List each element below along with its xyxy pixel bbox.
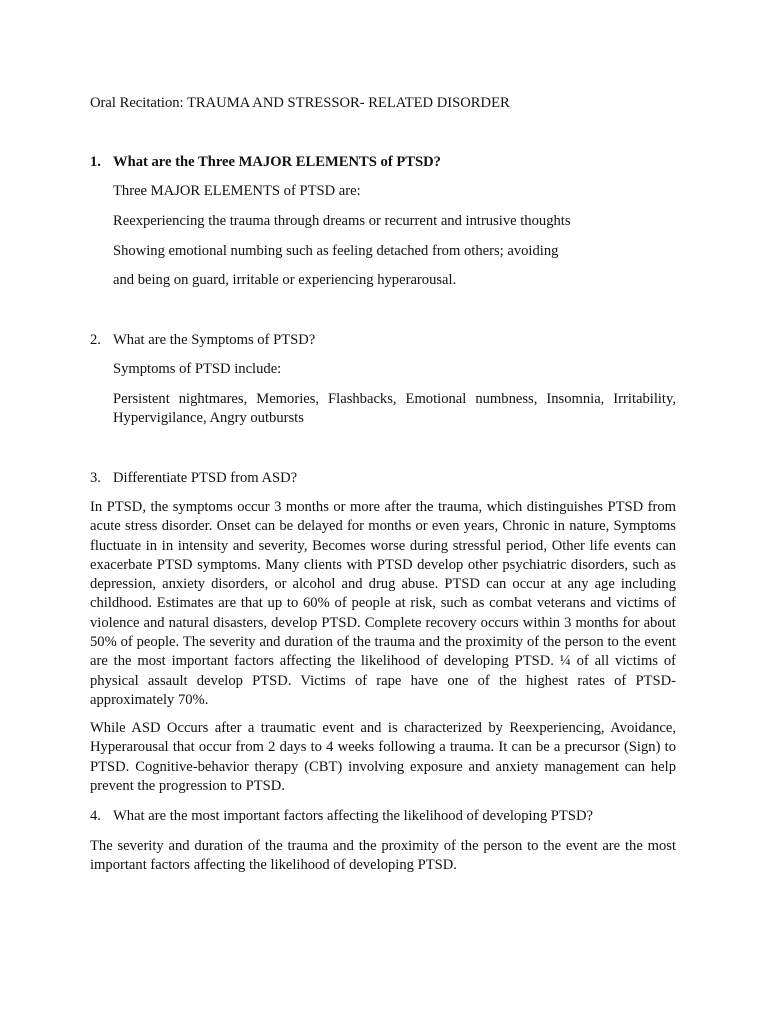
- q3-paragraph-asd: While ASD Occurs after a traumatic event and is characterized by Reexperiencing, Avoidance, Hyperarousal that occur from 2 days to 4 weeks following a trauma. It can be a precursor (Sign) to PTSD. Cognitive-behavior therapy (CBT) involving exposure and anxiety management can help prevent the progression to PTSD.: [90, 720, 676, 794]
- q3-number: 3.: [90, 470, 101, 486]
- q1-answer-line: Showing emotional numbing such as feeling detached from others; avoiding: [113, 243, 559, 259]
- q3-paragraph-ptsd: In PTSD, the symptoms occur 3 months or more after the trauma, which distinguishes PTSD from acute stress disorder. Onset can be delayed for months or even years, Chronic in nature, Symptoms fluctuate in in intensity and severity, Becomes worse during stressful period, Other life events can exacerbate PTSD symptoms. Many clients with PTSD develop other psychiatric disorders, such as depression, anxiety disorders, or alcohol and drug abuse. PTSD can occur at any age including childhood. Estimates are that up to 60% of people at risk, such as combat veterans and victims of violence and natural disasters, develop PTSD. Complete recovery occurs within 3 months for about 50% of people. The severity and duration of the trauma and the proximity of the person to the event are the most important factors affecting the likelihood of developing PTSD. ¼ of all victims of physical assault develop PTSD. Victims of rape have one of the highest rates of PTSD- approximately 70%.: [90, 499, 676, 708]
- q4-question: What are the most important factors affecting the likelihood of developing PTSD?: [113, 808, 593, 824]
- q2-number: 2.: [90, 332, 101, 348]
- document-title: Oral Recitation: TRAUMA AND STRESSOR- RELATED DISORDER: [90, 95, 510, 111]
- q1-answer-line: Three MAJOR ELEMENTS of PTSD are:: [113, 183, 361, 199]
- q2-answer: Persistent nightmares, Memories, Flashbacks, Emotional numbness, Insomnia, Irritability, Hypervigilance, Angry outbursts: [113, 391, 676, 427]
- q1-question: What are the Three MAJOR ELEMENTS of PTSD?: [113, 154, 441, 170]
- q1-answer-line: and being on guard, irritable or experiencing hyperarousal.: [113, 272, 457, 288]
- q1-answer-line: Reexperiencing the trauma through dreams or recurrent and intrusive thoughts: [113, 213, 571, 229]
- q4-answer: The severity and duration of the trauma and the proximity of the person to the event are the most important factors affecting the likelihood of developing PTSD.: [90, 838, 676, 874]
- q1-number: 1.: [90, 154, 101, 170]
- q2-intro: Symptoms of PTSD include:: [113, 361, 282, 377]
- q3-question: Differentiate PTSD from ASD?: [113, 470, 298, 486]
- q2-question: What are the Symptoms of PTSD?: [113, 332, 316, 348]
- q4-number: 4.: [90, 808, 101, 824]
